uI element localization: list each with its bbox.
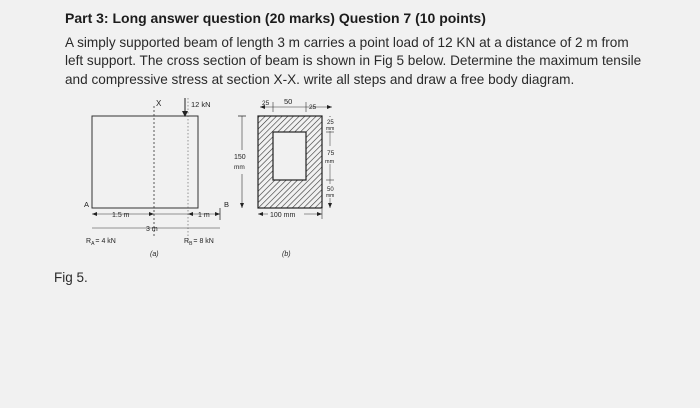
section-right-25-unit: mm: [326, 126, 335, 132]
load-label: 12 kN: [191, 100, 211, 109]
section-fig-label: (b): [282, 251, 291, 258]
question-line: and compressive stress at section X-X. write all steps and draw a free body diagram.: [65, 71, 575, 87]
figure-caption: Fig 5.: [54, 270, 88, 285]
section-height-unit: mm: [234, 164, 245, 171]
dim-total-label: 3 m: [146, 226, 158, 233]
figure-5-diagram: [70, 96, 360, 268]
question-line: left support. The cross section of beam is shown in Fig 5 below. Determine the maximum tensile: [65, 53, 642, 69]
section-right-50-unit: mm: [326, 193, 335, 199]
section-hole: [273, 132, 306, 180]
section-right-25: 25: [327, 120, 334, 126]
section-dim-25-right: 25: [309, 104, 317, 111]
beam-fig-label: (a): [150, 251, 159, 258]
dim-right-label: 1 m: [198, 212, 210, 219]
question-heading: Part 3: Long answer question (20 marks) Question 7 (10 points): [65, 10, 486, 26]
section-height-value: 150: [234, 154, 246, 161]
reaction-b: $R_B= 8$ kN: [184, 238, 214, 247]
section-dim-50: 50: [284, 97, 293, 106]
cross-section-diagram: [232, 97, 339, 258]
section-right-75: 75: [327, 150, 335, 157]
dim-left-label: 1.5 m: [112, 212, 130, 219]
section-dim-25-left: 25: [262, 100, 270, 107]
point-load-arrow: [182, 98, 188, 117]
question-line: A simply supported beam of length 3 m carries a point load of 12 KN at a distance of 2 m from: [65, 35, 629, 50]
section-mark-x: X: [156, 99, 162, 108]
reaction-a: $R_A= 4$ kN: [86, 238, 116, 247]
support-a-label: A: [84, 200, 90, 209]
support-b-label: B: [224, 200, 230, 209]
question-text: [65, 34, 655, 89]
section-right-50: 50: [327, 187, 334, 193]
section-right-75-unit: mm: [325, 159, 335, 165]
beam-body: [92, 116, 198, 208]
section-width-label: 100 mm: [270, 212, 296, 219]
beam-diagram: [84, 98, 229, 258]
